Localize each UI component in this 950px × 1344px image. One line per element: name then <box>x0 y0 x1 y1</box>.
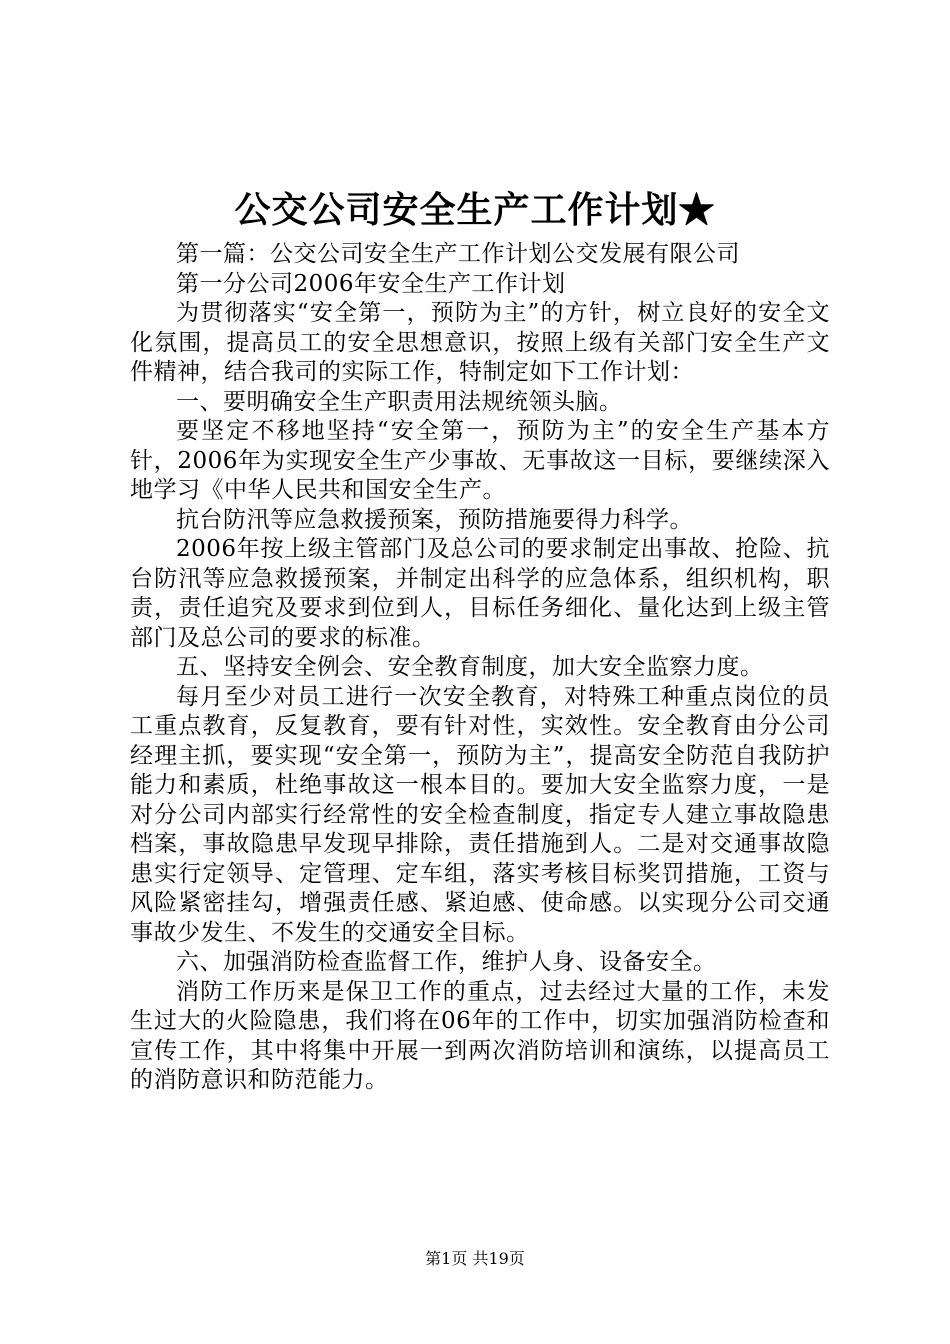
paragraph-heading-part2: 第一分公司2006年安全生产工作计划 <box>176 270 566 297</box>
paragraph-heading-part1: 第一篇：公交公司安全生产工作计划公交发展有限公司 <box>176 241 740 267</box>
document-title: 公交公司安全生产工作计划★ <box>234 189 716 231</box>
page-footer: 第1页 共19页 <box>425 1249 525 1268</box>
section-heading-six: 六、加强消防检查监督工作，维护人身、设备安全。 <box>176 949 717 975</box>
section-heading-five: 五、坚持安全例会、安全教育制度，加大安全监察力度。 <box>176 654 764 680</box>
paragraph-fire-safety: 消防工作历来是保卫工作的重点，过去经过大量的工作，未发生过大的火险隐患，我们将在06年的工作中，切实加强消防检查和宣传工作，其中将集中开展一到两次消防培训和演练，以提高员工的消防意识和防范能力。 <box>130 978 830 1093</box>
document-body <box>130 240 830 1096</box>
paragraph-emergency-plan: 抗台防汛等应急救援预案，预防措施要得力科学。 <box>176 506 693 533</box>
section-heading-one: 一、要明确安全生产职责用法规统领头脑。 <box>176 388 623 415</box>
paragraph-safety-education: 每月至少对员工进行一次安全教育，对特殊工种重点岗位的员工重点教育，反复教育，要有针对性，实效性。安全教育由分公司经理主抓，要实现“安全第一，预防为主”，提高安全防范自我防护能力和素质，杜绝事故这一根本目的。要加大安全监察力度，一是对分公司内部实行经常性的安全检查制度，指定专人建立事故隐患档案，事故隐患早发现早排除，责任措施到人。二是对交通事故隐患实行定领导、定管理、定车组，落实考核目标奖罚措施，工资与风险紧密挂勾，增强责任感、紧迫感、使命感。以实现分公司交通事故少发生、不发生的交通安全目标。 <box>130 683 830 946</box>
paragraph-emergency-detail: 2006年按上级主管部门及总公司的要求制定出事故、抢险、抗台防汛等应急救援预案，并制定出科学的应急体系，组织机构，职责，责任追究及要求到位到人，目标任务细化、量化达到上级主管部门及总公司的要求的标准。 <box>130 536 830 651</box>
paragraph-policy: 要坚定不移地坚持“安全第一，预防为主”的安全生产基本方针，2006年为实现安全生产少事故、无事故这一目标，要继续深入地学习《中华人民共和国安全生产。 <box>130 418 830 503</box>
paragraph-intro: 为贯彻落实“安全第一，预防为主”的方针，树立良好的安全文化氛围，提高员工的安全思想意识，按照上级有关部门安全生产文件精神，结合我司的实际工作，特制定如下工作计划： <box>130 300 830 385</box>
